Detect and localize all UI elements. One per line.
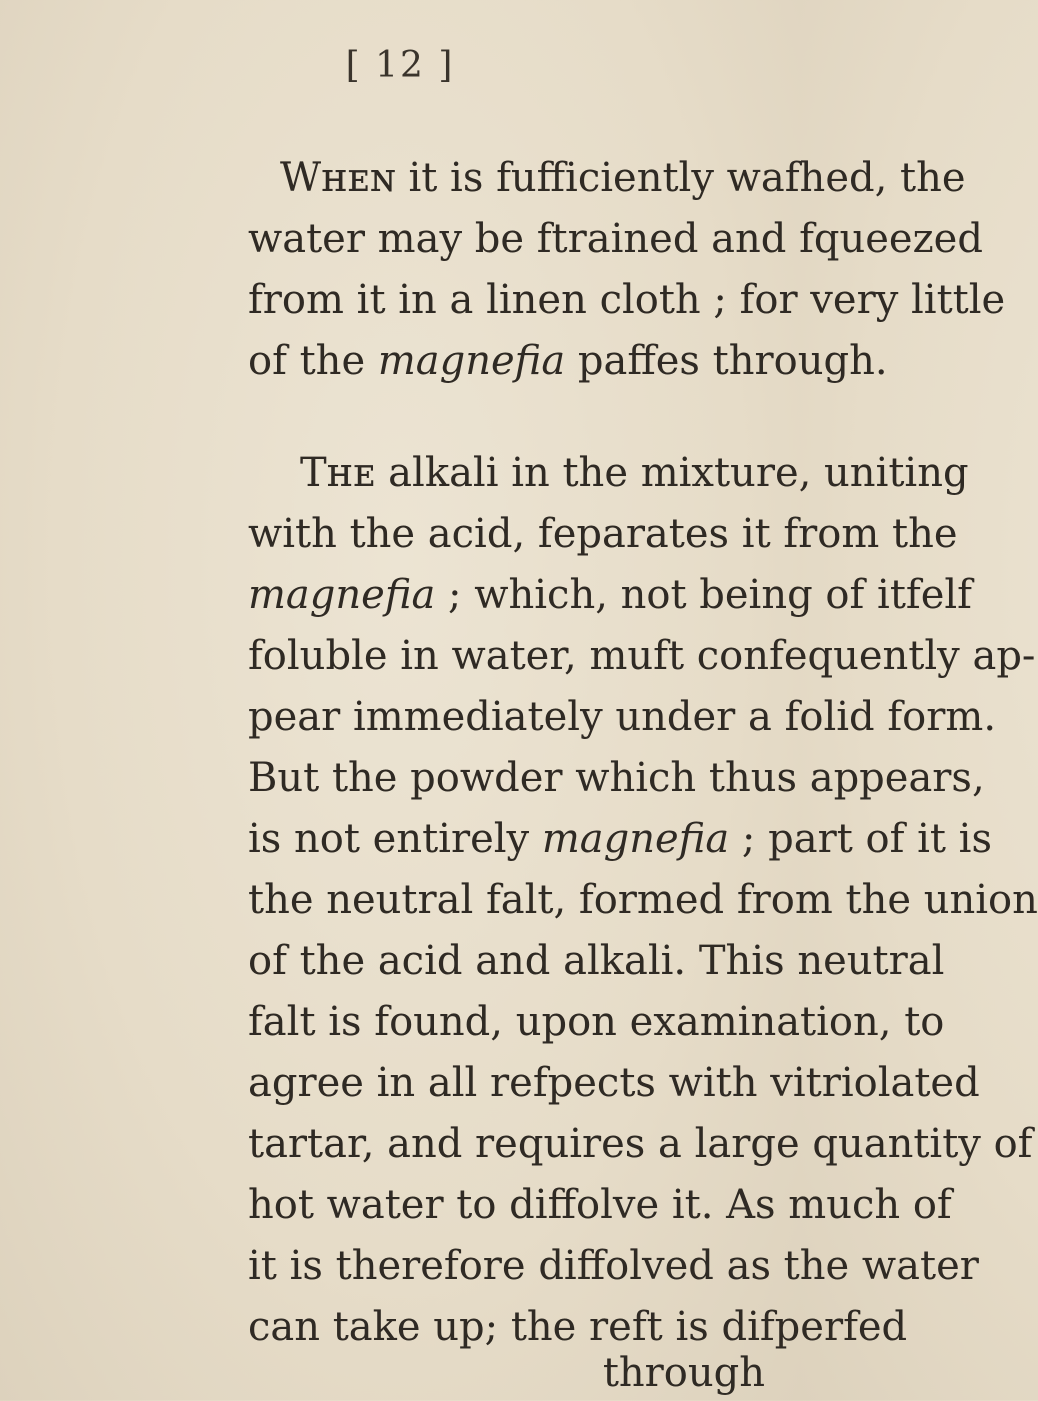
text-line: hot water to diffolve it. As much of [248, 1182, 952, 1228]
text-span: paffes through. [565, 338, 888, 384]
text-line [248, 567, 972, 623]
text-line: from it in a linen cloth ; for very little [248, 277, 1006, 323]
text-line: pear immediately under a folid form. [248, 694, 997, 740]
italic-term: magnefia [377, 338, 566, 384]
italic-term: magnefia [248, 572, 436, 618]
text-line: Wʜᴇɴ it is fufficiently wafhed, the [280, 155, 966, 201]
text-span: ; part of it is [729, 816, 992, 862]
text-line: tartar, and requires a large quantity of [248, 1121, 1033, 1167]
text-line: falt is found, upon examination, to [248, 999, 945, 1045]
text-span: of the [248, 338, 378, 384]
text-line: Tʜᴇ alkali in the mixture, uniting [300, 450, 969, 496]
text-span: is not entirely [248, 816, 542, 862]
text-line: But the powder which thus appears, [248, 755, 985, 801]
text-line: agree in all refpects with vitriolated [248, 1060, 980, 1106]
text-line: of the acid and alkali. This neutral [248, 938, 945, 984]
text-line [248, 811, 992, 867]
catchword: through [602, 1350, 765, 1396]
text-line: water may be ftrained and fqueezed [248, 216, 983, 262]
text-line [248, 333, 888, 389]
text-line: it is therefore diffolved as the water [248, 1243, 979, 1289]
text-line: foluble in water, muft confequently ap- [248, 633, 1036, 679]
text-line: the neutral falt, formed from the union [248, 877, 1038, 923]
italic-term: magnefia [541, 816, 730, 862]
text-line: with the acid, feparates it from the [248, 511, 958, 557]
page-number: [ 12 ] [345, 45, 455, 86]
text-line: can take up; the reft is difperfed [248, 1304, 908, 1350]
text-span: ; which, not being of itfelf [435, 572, 972, 618]
